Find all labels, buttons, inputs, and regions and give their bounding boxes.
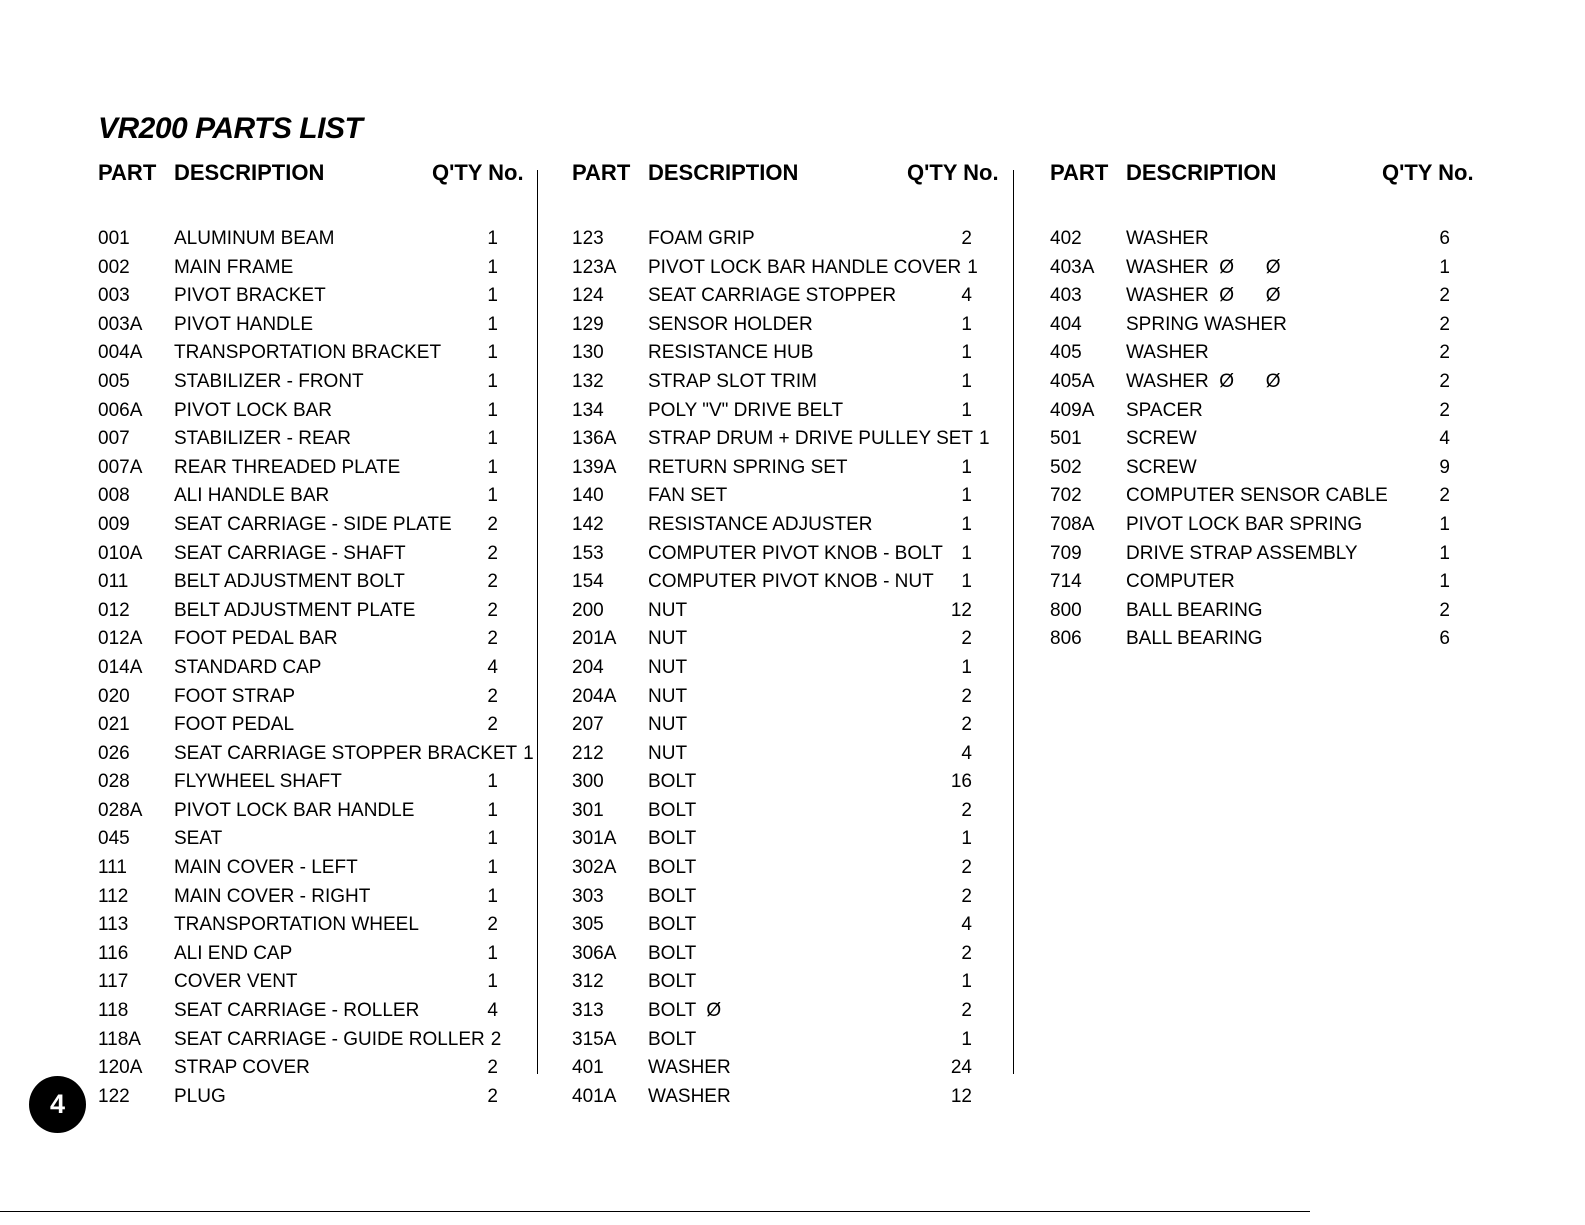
part-qty: 2 xyxy=(487,513,498,535)
part-number: 012A xyxy=(98,628,143,650)
part-number: 313 xyxy=(572,1000,604,1022)
part-description: ALUMINUM BEAM xyxy=(174,228,335,249)
part-description: FLYWHEEL SHAFT xyxy=(174,771,342,793)
part-qty: 4 xyxy=(1439,428,1450,450)
part-qty: 6 xyxy=(1439,228,1450,249)
part-description: STABILIZER - REAR xyxy=(174,428,352,450)
part-number: 004A xyxy=(98,342,143,364)
column-header xyxy=(572,160,1012,194)
part-qty: 1 xyxy=(961,513,972,535)
part-qty: 12 xyxy=(950,599,972,621)
part-qty: 2 xyxy=(961,228,972,249)
part-number: 401 xyxy=(572,1057,604,1079)
part-qty: 2 xyxy=(1439,313,1450,335)
part-qty: 4 xyxy=(487,656,498,678)
part-description: PIVOT LOCK BAR SPRING xyxy=(1126,513,1363,535)
part-description: SPRING WASHER xyxy=(1126,313,1287,335)
part-description: FOOT PEDAL xyxy=(174,714,295,736)
part-qty: 1 xyxy=(961,370,972,392)
part-number: 800 xyxy=(1050,599,1082,621)
part-number: 007 xyxy=(98,428,130,450)
part-number: 714 xyxy=(1050,571,1082,593)
part-qty: 2 xyxy=(961,685,972,707)
part-description: BOLT xyxy=(648,914,697,936)
part-qty: 2 xyxy=(487,685,498,707)
part-description: COMPUTER xyxy=(1126,571,1235,593)
part-number: 111 xyxy=(98,857,127,879)
part-qty: 1 xyxy=(487,313,498,335)
part-description: BOLT xyxy=(648,799,697,821)
column-divider xyxy=(537,170,538,1074)
part-qty: 2 xyxy=(1439,485,1450,507)
part-qty: 1 xyxy=(961,656,972,678)
part-number: 405A xyxy=(1050,370,1095,392)
part-number: 118A xyxy=(98,1028,141,1050)
part-qty: 2 xyxy=(1439,599,1450,621)
part-number: 502 xyxy=(1050,456,1082,478)
part-qty: 1 xyxy=(487,828,498,850)
part-description: MAIN COVER - RIGHT xyxy=(174,885,371,907)
part-number: 028A xyxy=(98,799,143,821)
part-description: REAR THREADED PLATE xyxy=(174,456,401,478)
part-description: NUT xyxy=(648,685,688,707)
part-description: BALL BEARING xyxy=(1126,628,1263,650)
part-description: COMPUTER PIVOT KNOB - NUT xyxy=(648,571,934,593)
part-number: 123 xyxy=(572,228,604,249)
part-number: 153 xyxy=(572,542,604,564)
part-number: 005 xyxy=(98,370,130,392)
part-qty: 2 xyxy=(487,914,498,936)
part-description: BOLT xyxy=(648,1028,697,1050)
part-description: NUT xyxy=(648,599,688,621)
part-qty: 24 xyxy=(950,1057,972,1079)
part-number: 709 xyxy=(1050,542,1082,564)
part-description: FOAM GRIP xyxy=(648,228,755,249)
part-qty: 1 xyxy=(487,399,498,421)
part-number: 014A xyxy=(98,656,143,678)
part-qty: 1 xyxy=(487,456,498,478)
part-qty: 4 xyxy=(961,285,972,307)
part-qty: 2 xyxy=(961,1000,972,1022)
part-description: COVER VENT xyxy=(174,971,298,993)
part-number: 207 xyxy=(572,714,604,736)
part-number: 403 xyxy=(1050,285,1082,307)
part-qty: 1 xyxy=(961,456,972,478)
header-part: PART xyxy=(98,160,157,185)
part-description: COMPUTER SENSOR CABLE xyxy=(1126,485,1388,507)
part-qty: 1 xyxy=(487,285,498,307)
part-number: 006A xyxy=(98,399,143,421)
header-part: PART xyxy=(1050,160,1109,185)
part-number: 021 xyxy=(98,714,130,736)
header-qty: Q'TY No. xyxy=(907,160,999,185)
part-qty: 1 xyxy=(979,428,990,450)
part-number: 312 xyxy=(572,971,604,993)
part-qty: 2 xyxy=(487,599,498,621)
part-description: RESISTANCE HUB xyxy=(648,342,814,364)
part-description: RETURN SPRING SET xyxy=(648,456,848,478)
part-description: WASHER xyxy=(1126,228,1209,249)
part-description: SEAT CARRIAGE - SIDE PLATE xyxy=(174,513,452,535)
part-number: 204 xyxy=(572,656,604,678)
part-qty: 1 xyxy=(961,342,972,364)
part-qty: 1 xyxy=(487,256,498,278)
part-qty: 1 xyxy=(961,828,972,850)
part-qty: 4 xyxy=(961,742,972,764)
part-description: PIVOT LOCK BAR HANDLE COVER xyxy=(648,256,962,278)
part-description: SEAT xyxy=(174,828,223,850)
part-number: 300 xyxy=(572,771,604,793)
part-qty: 1 xyxy=(1439,542,1450,564)
part-number: 003A xyxy=(98,313,143,335)
part-description: NUT xyxy=(648,628,688,650)
part-description: WASHER xyxy=(648,1057,731,1079)
part-number: 001 xyxy=(98,228,130,249)
part-qty: 1 xyxy=(487,485,498,507)
part-number: 301 xyxy=(572,799,604,821)
part-description: NUT xyxy=(648,742,688,764)
part-description: BOLT Ø xyxy=(648,1000,722,1022)
part-qty: 1 xyxy=(961,313,972,335)
header-description: DESCRIPTION xyxy=(174,160,325,185)
part-number: 403A xyxy=(1050,256,1095,278)
part-number: 012 xyxy=(98,599,130,621)
part-qty: 1 xyxy=(487,971,498,993)
part-qty: 4 xyxy=(487,1000,498,1022)
part-description: SEAT CARRIAGE - SHAFT xyxy=(174,542,406,564)
header-description: DESCRIPTION xyxy=(648,160,799,185)
part-description: BALL BEARING xyxy=(1126,599,1263,621)
part-number: 409A xyxy=(1050,399,1095,421)
part-number: 122 xyxy=(98,1085,130,1107)
part-number: 306A xyxy=(572,942,617,964)
part-description: NUT xyxy=(648,656,688,678)
part-qty: 1 xyxy=(487,228,498,249)
part-number: 134 xyxy=(572,399,604,421)
part-qty: 1 xyxy=(961,1028,972,1050)
part-description: MAIN COVER - LEFT xyxy=(174,857,358,879)
part-description: STRAP SLOT TRIM xyxy=(648,370,817,392)
part-qty: 2 xyxy=(487,542,498,564)
part-qty: 2 xyxy=(961,799,972,821)
part-qty: 2 xyxy=(487,714,498,736)
part-number: 315A xyxy=(572,1028,617,1050)
part-description: PIVOT LOCK BAR xyxy=(174,399,333,421)
part-description: COMPUTER PIVOT KNOB - BOLT xyxy=(648,542,943,564)
bottom-rule xyxy=(0,1211,1310,1212)
part-qty: 1 xyxy=(487,342,498,364)
part-number: 139A xyxy=(572,456,617,478)
part-number: 301A xyxy=(572,828,617,850)
part-description: WASHER xyxy=(1126,342,1209,364)
part-qty: 1 xyxy=(487,771,498,793)
part-number: 011 xyxy=(98,571,129,593)
part-number: 116 xyxy=(98,942,129,964)
part-qty: 1 xyxy=(487,799,498,821)
part-qty: 1 xyxy=(1439,513,1450,535)
part-description: SEAT CARRIAGE - ROLLER xyxy=(174,1000,420,1022)
part-number: 401A xyxy=(572,1085,617,1107)
part-qty: 1 xyxy=(961,971,972,993)
part-number: 117 xyxy=(98,971,129,993)
part-description: STANDARD CAP xyxy=(174,656,322,678)
part-qty: 1 xyxy=(961,399,972,421)
part-qty: 2 xyxy=(490,1028,502,1050)
part-number: 204A xyxy=(572,685,617,707)
column-header xyxy=(1050,160,1490,194)
part-number: 118 xyxy=(98,1000,129,1022)
part-number: 007A xyxy=(98,456,143,478)
part-qty: 2 xyxy=(1439,399,1450,421)
part-qty: 1 xyxy=(961,485,972,507)
part-description: PLUG xyxy=(174,1085,226,1107)
part-number: 501 xyxy=(1050,428,1082,450)
part-description: PIVOT HANDLE xyxy=(174,313,314,335)
part-description: WASHER Ø Ø xyxy=(1126,285,1281,307)
part-number: 020 xyxy=(98,685,130,707)
part-qty: 1 xyxy=(523,742,534,764)
part-description: PIVOT BRACKET xyxy=(174,285,326,307)
part-number: 132 xyxy=(572,370,604,392)
part-qty: 12 xyxy=(950,1085,972,1107)
part-description: ALI HANDLE BAR xyxy=(174,485,330,507)
part-number: 142 xyxy=(572,513,604,535)
part-qty: 4 xyxy=(961,914,972,936)
part-number: 028 xyxy=(98,771,130,793)
part-qty: 1 xyxy=(961,571,972,593)
part-qty: 16 xyxy=(950,771,972,793)
part-description: SCREW xyxy=(1126,428,1197,450)
parts-column-2 xyxy=(572,160,1012,1107)
part-number: 120A xyxy=(98,1057,143,1079)
part-qty: 6 xyxy=(1439,628,1450,650)
part-number: 212 xyxy=(572,742,604,764)
part-qty: 1 xyxy=(1439,256,1450,278)
part-description: BOLT xyxy=(648,828,697,850)
part-qty: 1 xyxy=(487,942,498,964)
part-description: SEAT CARRIAGE - GUIDE ROLLER xyxy=(174,1028,485,1050)
part-qty: 1 xyxy=(487,857,498,879)
part-number: 302A xyxy=(572,857,617,879)
part-number: 702 xyxy=(1050,485,1082,507)
part-qty: 1 xyxy=(487,885,498,907)
part-number: 404 xyxy=(1050,313,1082,335)
header-qty: Q'TY No. xyxy=(1382,160,1474,185)
column-divider xyxy=(1013,170,1014,1074)
part-description: SCREW xyxy=(1126,456,1197,478)
part-number: 124 xyxy=(572,285,604,307)
part-qty: 1 xyxy=(961,542,972,564)
part-number: 402 xyxy=(1050,228,1082,249)
part-qty: 2 xyxy=(1439,370,1450,392)
part-number: 112 xyxy=(98,885,129,907)
part-qty: 2 xyxy=(487,1085,498,1107)
part-qty: 2 xyxy=(961,628,972,650)
part-number: 129 xyxy=(572,313,604,335)
page-number-badge: 4 xyxy=(29,1076,86,1133)
part-description: WASHER Ø Ø xyxy=(1126,370,1281,392)
part-description: STRAP COVER xyxy=(174,1057,310,1079)
part-number: 305 xyxy=(572,914,604,936)
part-number: 009 xyxy=(98,513,130,535)
part-number: 113 xyxy=(98,914,129,936)
part-description: BOLT xyxy=(648,971,697,993)
part-description: DRIVE STRAP ASSEMBLY xyxy=(1126,542,1358,564)
part-description: BOLT xyxy=(648,885,697,907)
part-description: TRANSPORTATION BRACKET xyxy=(174,342,442,364)
part-description: BOLT xyxy=(648,942,697,964)
header-description: DESCRIPTION xyxy=(1126,160,1277,185)
part-qty: 9 xyxy=(1439,456,1450,478)
part-description: FOOT STRAP xyxy=(174,685,296,707)
parts-column-1 xyxy=(98,160,538,1107)
part-number: 045 xyxy=(98,828,130,850)
part-description: SPACER xyxy=(1126,399,1203,421)
part-number: 130 xyxy=(572,342,604,364)
part-description: TRANSPORTATION WHEEL xyxy=(174,914,419,936)
part-description: SEAT CARRIAGE STOPPER BRACKET xyxy=(174,742,518,764)
part-number: 154 xyxy=(572,571,604,593)
page-title: VR200 PARTS LIST xyxy=(98,112,363,145)
part-number: 708A xyxy=(1050,513,1095,535)
part-qty: 2 xyxy=(1439,342,1450,364)
part-qty: 2 xyxy=(961,857,972,879)
part-description: WASHER Ø Ø xyxy=(1126,256,1281,278)
part-qty: 2 xyxy=(961,714,972,736)
part-description: BELT ADJUSTMENT BOLT xyxy=(174,571,405,593)
part-description: POLY "V" DRIVE BELT xyxy=(648,399,844,421)
part-description: NUT xyxy=(648,714,688,736)
parts-column-3 xyxy=(1050,160,1490,650)
part-qty: 2 xyxy=(487,1057,498,1079)
part-description: ALI END CAP xyxy=(174,942,293,964)
part-number: 405 xyxy=(1050,342,1082,364)
part-number: 026 xyxy=(98,742,130,764)
part-qty: 2 xyxy=(961,885,972,907)
part-number: 201A xyxy=(572,628,617,650)
part-description: RESISTANCE ADJUSTER xyxy=(648,513,873,535)
part-number: 008 xyxy=(98,485,130,507)
part-description: STABILIZER - FRONT xyxy=(174,370,364,392)
part-description: PIVOT LOCK BAR HANDLE xyxy=(174,799,415,821)
part-number: 303 xyxy=(572,885,604,907)
part-qty: 1 xyxy=(1439,571,1450,593)
part-number: 123A xyxy=(572,256,617,278)
part-qty: 2 xyxy=(1439,285,1450,307)
part-description: FAN SET xyxy=(648,485,728,507)
part-number: 140 xyxy=(572,485,604,507)
part-qty: 2 xyxy=(961,942,972,964)
column-header xyxy=(98,160,538,194)
part-description: WASHER xyxy=(648,1085,731,1107)
part-qty: 1 xyxy=(487,370,498,392)
part-qty: 1 xyxy=(967,256,978,278)
part-qty: 2 xyxy=(487,571,498,593)
part-description: FOOT PEDAL BAR xyxy=(174,628,338,650)
part-description: BELT ADJUSTMENT PLATE xyxy=(174,599,416,621)
part-number: 010A xyxy=(98,542,143,564)
header-part: PART xyxy=(572,160,631,185)
part-number: 136A xyxy=(572,428,617,450)
part-number: 002 xyxy=(98,256,130,278)
part-number: 003 xyxy=(98,285,130,307)
part-qty: 1 xyxy=(487,428,498,450)
part-description: SENSOR HOLDER xyxy=(648,313,813,335)
part-description: BOLT xyxy=(648,857,697,879)
header-qty: Q'TY No. xyxy=(432,160,524,185)
part-description: SEAT CARRIAGE STOPPER xyxy=(648,285,897,307)
part-number: 200 xyxy=(572,599,604,621)
part-description: BOLT xyxy=(648,771,697,793)
part-number: 806 xyxy=(1050,628,1082,650)
part-description: MAIN FRAME xyxy=(174,256,294,278)
part-description: STRAP DRUM + DRIVE PULLEY SET xyxy=(648,428,974,450)
part-qty: 2 xyxy=(487,628,498,650)
